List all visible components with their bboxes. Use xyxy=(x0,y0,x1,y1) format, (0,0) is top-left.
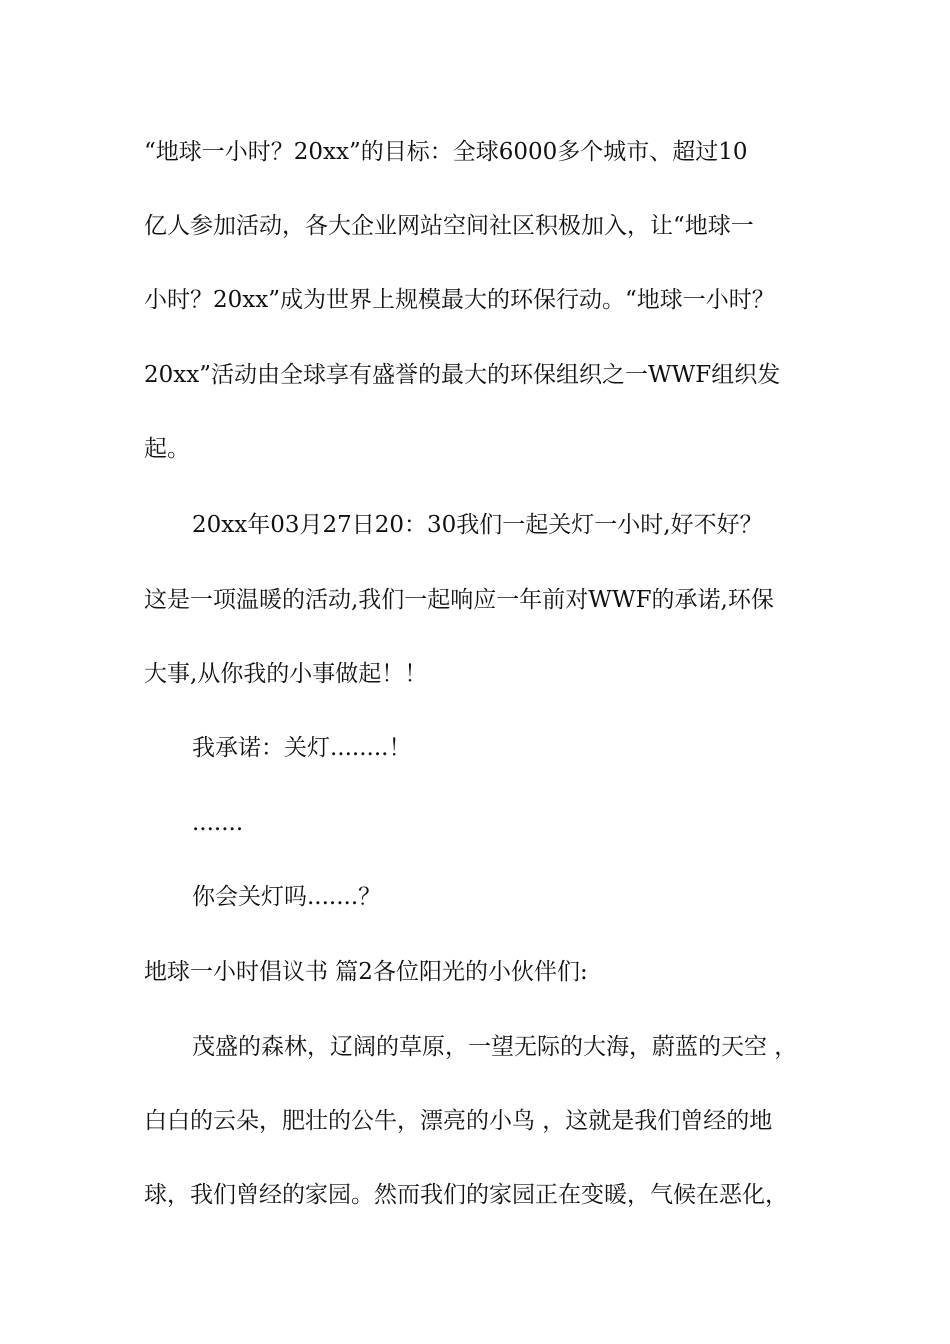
text-line-8: 大事,从你我的小事做起！！ xyxy=(144,661,428,687)
text-line-1: “地球一小时？20xx”的目标：全球6000多个城市、超过10 xyxy=(144,139,748,165)
text-line-9: 我承诺：关灯........！ xyxy=(192,735,412,761)
text-line-14: 白白的云朵，肥壮的公牛，漂亮的小鸟 ，这就是我们曾经的地 xyxy=(144,1108,773,1134)
text-line-11: 你会关灯吗.......？ xyxy=(192,884,382,910)
text-line-4: 20xx”活动由全球享有盛誉的最大的环保组织之一WWF组织发 xyxy=(144,362,781,388)
text-line-15: 球，我们曾经的家园。然而我们的家园正在变暖，气候在恶化， xyxy=(144,1182,788,1208)
text-line-2: 亿人参加活动，各大企业网站空间社区积极加入，让“地球一 xyxy=(144,213,754,239)
text-line-7: 这是一项温暖的活动,我们一起响应一年前对WWF的承诺,环保 xyxy=(144,587,774,613)
text-line-5: 起。 xyxy=(144,436,190,462)
text-line-3: 小时？20xx”成为世界上规模最大的环保行动。“地球一小时？ xyxy=(144,287,775,313)
text-line-13: 茂盛的森林，辽阔的草原，一望无际的大海，蔚蓝的天空 ， xyxy=(192,1034,798,1060)
text-line-6: 20xx年03月27日20：30我们一起关灯一小时,好不好？ xyxy=(192,512,763,538)
section-heading: 地球一小时倡议书 篇2各位阳光的小伙伴们: xyxy=(144,959,588,985)
text-line-10: ....... xyxy=(192,810,244,836)
